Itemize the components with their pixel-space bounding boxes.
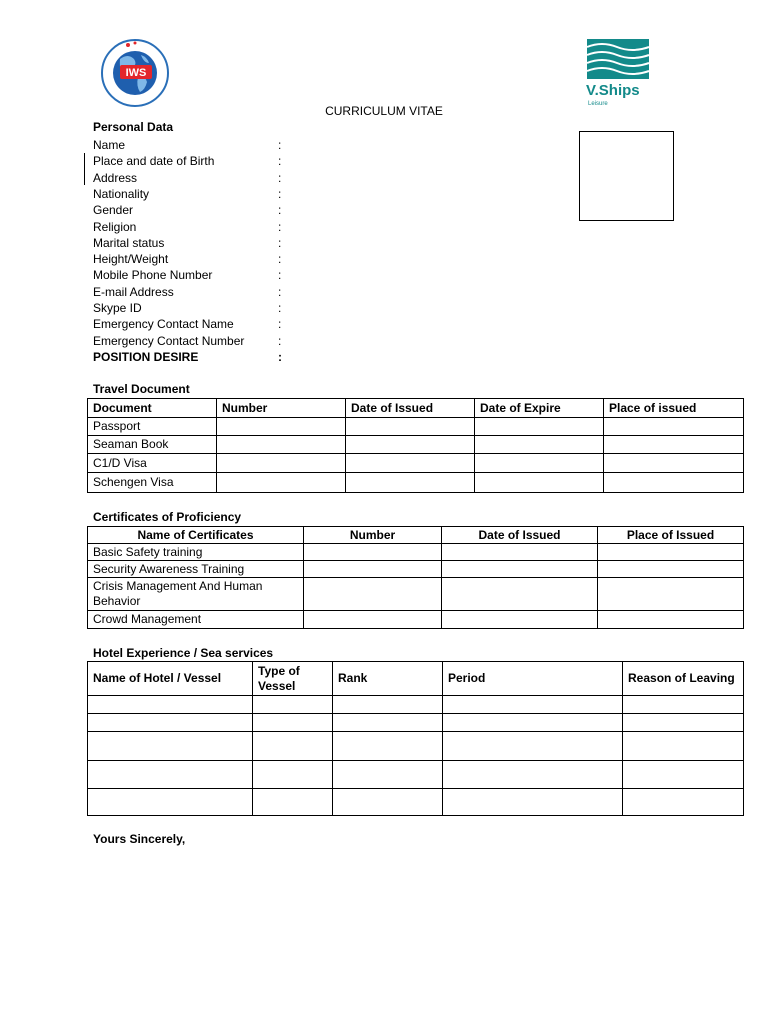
- table-row: [88, 436, 744, 454]
- table-cell[interactable]: [346, 418, 475, 436]
- table-cell[interactable]: [217, 454, 346, 473]
- table-cell[interactable]: [333, 789, 443, 816]
- table-cell[interactable]: [442, 611, 598, 629]
- table-cell[interactable]: [88, 789, 253, 816]
- table-cell[interactable]: [623, 696, 744, 714]
- cert-header: Place of Issued: [598, 527, 744, 544]
- personal-field-colon[interactable]: :: [278, 220, 282, 234]
- personal-field-colon[interactable]: :: [278, 252, 282, 266]
- table-cell[interactable]: [253, 696, 333, 714]
- table-cell[interactable]: [623, 714, 744, 732]
- personal-field-colon[interactable]: :: [278, 350, 282, 364]
- table-cell[interactable]: [442, 544, 598, 561]
- hotel-header: Rank: [333, 662, 443, 696]
- personal-field-label: E-mail Address: [93, 285, 174, 299]
- table-cell[interactable]: [333, 761, 443, 789]
- table-row: [88, 696, 744, 714]
- table-cell[interactable]: [604, 418, 744, 436]
- hotel-experience-table: [87, 661, 744, 816]
- travel-header: Date of Issued: [346, 399, 475, 418]
- personal-field-colon[interactable]: :: [278, 334, 282, 348]
- cert-name: Crisis Management And Human Behavior: [88, 578, 304, 611]
- personal-field-label: Gender: [93, 203, 134, 217]
- cert-header: Number: [304, 527, 442, 544]
- table-cell[interactable]: [253, 714, 333, 732]
- cert-name: Crowd Management: [88, 611, 304, 629]
- personal-field-colon[interactable]: :: [278, 285, 282, 299]
- table-cell[interactable]: [443, 789, 623, 816]
- personal-field-colon[interactable]: :: [278, 138, 282, 152]
- table-row: [88, 761, 744, 789]
- table-cell[interactable]: [346, 473, 475, 493]
- table-cell[interactable]: [475, 436, 604, 454]
- travel-document-table: [87, 398, 744, 493]
- table-row: [88, 473, 744, 493]
- table-cell[interactable]: [443, 714, 623, 732]
- travel-header: Document: [88, 399, 217, 418]
- table-cell[interactable]: [598, 578, 744, 611]
- table-cell[interactable]: [604, 436, 744, 454]
- personal-data-heading: Personal Data: [93, 120, 174, 134]
- personal-field-colon[interactable]: :: [278, 236, 282, 250]
- personal-field-colon[interactable]: :: [278, 171, 282, 185]
- table-cell[interactable]: [604, 454, 744, 473]
- personal-field-label: POSITION DESIRE: [93, 350, 199, 364]
- text-cursor: [84, 153, 85, 185]
- cert-header: Name of Certificates: [88, 527, 304, 544]
- iws-logo: [98, 37, 174, 109]
- travel-document-heading: Travel Document: [93, 382, 190, 396]
- hotel-experience-heading: Hotel Experience / Sea services: [93, 646, 274, 660]
- cert-name: Basic Safety training: [88, 544, 304, 561]
- svg-text:V.Ships: V.Ships: [586, 82, 640, 99]
- travel-doc-label: Passport: [88, 418, 217, 436]
- table-row: [88, 561, 744, 578]
- personal-field-colon[interactable]: :: [278, 301, 282, 315]
- table-header-row: [88, 662, 744, 696]
- table-cell[interactable]: [253, 761, 333, 789]
- table-row: [88, 544, 744, 561]
- table-row: [88, 732, 744, 761]
- personal-field-colon[interactable]: :: [278, 203, 282, 217]
- table-row: [88, 611, 744, 629]
- table-row: [88, 418, 744, 436]
- closing-text: Yours Sincerely,: [93, 832, 186, 846]
- table-cell[interactable]: [333, 732, 443, 761]
- table-cell[interactable]: [304, 561, 442, 578]
- document-title: CURRICULUM VITAE: [325, 104, 443, 118]
- svg-text:IWS: IWS: [125, 67, 147, 79]
- table-cell[interactable]: [598, 544, 744, 561]
- table-cell[interactable]: [88, 714, 253, 732]
- svg-text:Leisure: Leisure: [588, 101, 608, 107]
- vships-logo: [585, 37, 657, 109]
- table-cell[interactable]: [217, 473, 346, 493]
- personal-field-label: Name: [93, 138, 126, 152]
- table-cell[interactable]: [598, 561, 744, 578]
- personal-field-colon[interactable]: :: [278, 187, 282, 201]
- travel-header: Number: [217, 399, 346, 418]
- table-cell[interactable]: [442, 561, 598, 578]
- table-cell[interactable]: [442, 578, 598, 611]
- personal-field-label: Address: [93, 171, 138, 185]
- cert-header: Date of Issued: [442, 527, 598, 544]
- table-cell[interactable]: [88, 696, 253, 714]
- hotel-header: Period: [443, 662, 623, 696]
- personal-field-colon[interactable]: :: [278, 317, 282, 331]
- hotel-header: Name of Hotel / Vessel: [88, 662, 253, 696]
- table-cell[interactable]: [623, 789, 744, 816]
- personal-field-label: Mobile Phone Number: [93, 268, 213, 282]
- table-row: [88, 578, 744, 611]
- table-cell[interactable]: [253, 732, 333, 761]
- personal-field-colon[interactable]: :: [278, 154, 282, 168]
- table-cell[interactable]: [598, 611, 744, 629]
- table-cell[interactable]: [475, 473, 604, 493]
- table-cell[interactable]: [333, 714, 443, 732]
- personal-field-label: Nationality: [93, 187, 150, 201]
- personal-field-label: Marital status: [93, 236, 165, 250]
- personal-field-label: Place and date of Birth: [93, 154, 215, 168]
- hotel-header: Type of Vessel: [253, 662, 333, 696]
- travel-header: Place of issued: [604, 399, 744, 418]
- table-cell[interactable]: [217, 418, 346, 436]
- table-cell[interactable]: [475, 418, 604, 436]
- personal-field-label: Emergency Contact Name: [93, 317, 234, 331]
- table-row: [88, 454, 744, 473]
- travel-header: Date of Expire: [475, 399, 604, 418]
- personal-field-label: Height/Weight: [93, 252, 169, 266]
- travel-doc-label: C1/D Visa: [88, 454, 217, 473]
- table-cell[interactable]: [443, 732, 623, 761]
- table-cell[interactable]: [304, 611, 442, 629]
- table-cell[interactable]: [253, 789, 333, 816]
- table-cell[interactable]: [304, 578, 442, 611]
- photo-box[interactable]: [579, 131, 674, 221]
- travel-doc-label: Seaman Book: [88, 436, 217, 454]
- table-row: [88, 789, 744, 816]
- table-cell[interactable]: [346, 454, 475, 473]
- table-cell[interactable]: [88, 761, 253, 789]
- table-cell[interactable]: [443, 761, 623, 789]
- table-cell[interactable]: [304, 544, 442, 561]
- table-header-row: [88, 399, 744, 418]
- personal-field-label: Religion: [93, 220, 137, 234]
- personal-field-colon[interactable]: :: [278, 268, 282, 282]
- personal-field-label: Skype ID: [93, 301, 142, 315]
- table-cell[interactable]: [346, 436, 475, 454]
- certificates-heading: Certificates of Proficiency: [93, 510, 242, 524]
- cert-name: Security Awareness Training: [88, 561, 304, 578]
- table-cell[interactable]: [604, 473, 744, 493]
- table-header-row: [88, 527, 744, 544]
- table-row: [88, 714, 744, 732]
- table-cell[interactable]: [217, 436, 346, 454]
- personal-field-label: Emergency Contact Number: [93, 334, 245, 348]
- hotel-header: Reason of Leaving: [623, 662, 744, 696]
- table-cell[interactable]: [623, 732, 744, 761]
- table-cell[interactable]: [333, 696, 443, 714]
- table-cell[interactable]: [443, 696, 623, 714]
- table-cell[interactable]: [475, 454, 604, 473]
- certificates-table: [87, 526, 744, 629]
- table-cell[interactable]: [623, 761, 744, 789]
- table-cell[interactable]: [88, 732, 253, 761]
- travel-doc-label: Schengen Visa: [88, 473, 217, 493]
